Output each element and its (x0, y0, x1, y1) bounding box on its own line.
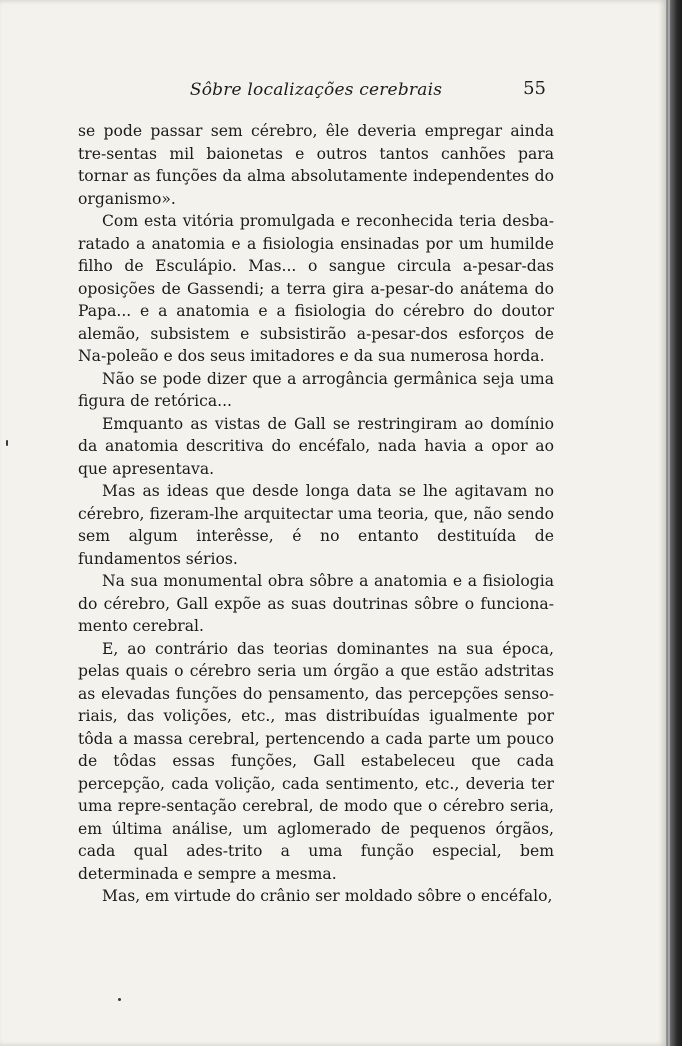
paper-speck (6, 440, 8, 446)
running-title: Sôbre localizações cerebrais (189, 80, 443, 100)
paragraph-continuation: se pode passar sem cérebro, êle deveria empregar ainda tre-sentas mil baionetas e outros tantos canhões para tornar as funções da alma absolutamente independentes do organismo». (78, 122, 554, 208)
paragraph: Mas as ideas que desde longa data se lhe agitavam no cérebro, fizeram-lhe arquitectar uma teoria, que, não sendo sem algum interêsse, é no entanto destituída de fundamentos sérios. (78, 482, 554, 568)
paragraph: Mas, em virtude do crânio ser moldado sôbre o encéfalo, (102, 887, 553, 905)
body-text (78, 120, 554, 908)
paragraph: E, ao contrário das teorias dominantes na sua época, pelas quais o cérebro seria um órgão a que estão adstritas as elevadas funções do pensamento, das percepções senso-riais, das volições, etc., mas distribuídas igualmente por tôda a massa cerebral, pertencendo a cada parte um pouco de tôdas essas funções, Gall estabeleceu que cada percepção, cada volição, cada sentimento, etc., deveria ter uma repre-sentação cerebral, de modo que o cérebro seria, em última análise, um aglomerado de pequenos órgãos, cada qual ades-trito a uma função especial, bem determinada e sempre a mesma. (78, 639, 554, 883)
page-edge-highlight (668, 0, 670, 1046)
paper-speck (118, 998, 121, 1001)
paragraph: Não se pode dizer que a arrogância germânica seja uma figura de retórica... (78, 369, 554, 410)
paragraph: Na sua monumental obra sôbre a anatomia e a fisiologia do cérebro, Gall expõe as suas doutrinas sôbre o funciona-mento cerebral. (78, 572, 554, 635)
paragraph: Emquanto as vistas de Gall se restringiram ao domínio da anatomia descritiva do encéfalo, nada havia a opor ao que apresentava. (78, 414, 554, 478)
paragraph: Com esta vitória promulgada e reconhecida teria desba-ratado a anatomia e a fisiologia ensinadas por um humilde filho de Esculápio. Mas... o sangue circula a-pesar-das oposições de Gassendi; a terra gira a-pesar-do anátema do Papa... e a anatomia e a fisiologia do cérebro do doutor alemão, subsistem e subsistirão a-pesar-dos esforços de Na-poleão e dos seus imitadores e da sua numerosa horda. (78, 212, 554, 365)
page-number: 55 (523, 78, 546, 99)
running-head (78, 76, 554, 106)
